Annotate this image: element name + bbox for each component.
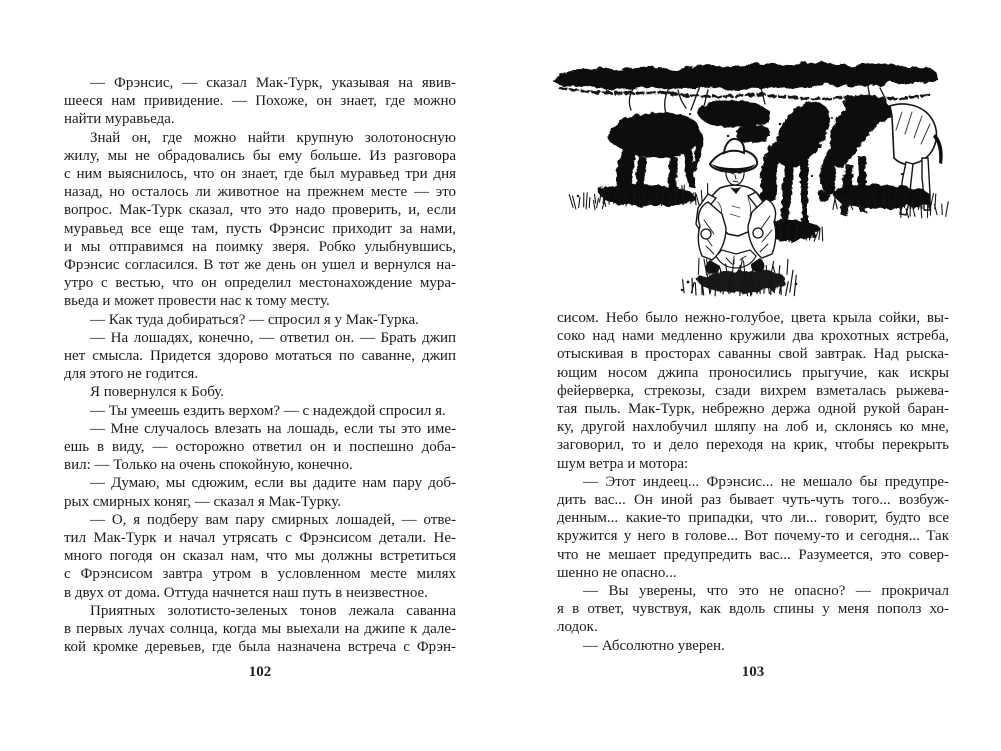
text-line: я в ответ, чувствуя, как вдоль спины у меня пополз хо- bbox=[557, 601, 949, 618]
text-line: шееся нам привидение. — Похоже, он знает, где можно bbox=[64, 93, 456, 110]
text-line: с Фрэнсисом завтра утром в условленном месте милях bbox=[64, 566, 456, 583]
text-line: шенно не опасно... bbox=[557, 564, 677, 581]
text-line: муравьед все еще там, пусть Фрэнсис приходит за нами, bbox=[64, 220, 456, 237]
text-line: — Мне случалось влезать на лошадь, если ты это име- bbox=[90, 420, 456, 437]
text-line: что не мешает предупредить вас... Разумеется, это совер- bbox=[557, 546, 949, 563]
text-line: рых смирных коняг, — сказал я Мак-Турку. bbox=[64, 493, 342, 510]
text-line: — Вы уверены, что это не опасно? — прокричал bbox=[583, 583, 949, 600]
text-line: вил: — Только на очень спокойную, конечно. bbox=[64, 457, 353, 474]
text-line: — Абсолютно уверен. bbox=[583, 637, 725, 654]
text-line: — На лошадях, конечно, — ответил он. — Брать джип bbox=[90, 329, 456, 346]
text-line: ешь в виду, — осторожно ответил он и поспешно доба- bbox=[64, 439, 456, 456]
text-line: сисом. Небо было нежно-голубое, цвета крыла сойки, вы- bbox=[557, 310, 949, 326]
text-line: лодок. bbox=[557, 619, 598, 636]
text-line: тая пыль. Мак-Турк, небрежно держа одной рукой баран- bbox=[557, 401, 949, 418]
text-line: Я повернулся к Бобу. bbox=[90, 384, 225, 401]
text-line: и мы отправимся на поимку зверя. Робко улыбнувшись, bbox=[64, 238, 456, 255]
text-line: вьеда и может провести нас к тому месту. bbox=[64, 293, 330, 310]
page-left-number: 102 bbox=[248, 664, 272, 680]
text-line: — О, я подберу вам пару смирных лошадей, — отве- bbox=[90, 511, 456, 528]
text-line: кой кромке деревьев, где была назначена встреча с Фрэн- bbox=[64, 639, 456, 656]
text-line: кружится у него в голове... Вот почему-то и сегодня... Так bbox=[557, 528, 949, 545]
text-line: Приятных золотисто-зеленых тонов лежала саванна bbox=[90, 602, 456, 619]
seated-man-illustration bbox=[696, 139, 776, 274]
text-line: в двух от дома. Оттуда начнется наш путь в неизвестное. bbox=[64, 584, 428, 601]
text-line: утро с вестью, что он определил местонахождение мура- bbox=[64, 275, 456, 292]
page-left-text bbox=[64, 74, 456, 657]
text-line: для этого не годится. bbox=[64, 366, 199, 383]
text-line: Знай он, где можно найти крупную золотоносную bbox=[90, 129, 456, 146]
text-line: фейерверка, стрекозы, сзади вихрем взметалась рыжева- bbox=[557, 382, 949, 399]
text-line: нет смысла. Придется здорово мотаться по саванне, джип bbox=[64, 348, 456, 365]
text-line: в первых лучах солнца, когда мы выехали на джипе к дале- bbox=[64, 621, 456, 638]
text-line: найти муравьеда. bbox=[64, 111, 175, 128]
text-line: дить вас... Он иной раз бывает чуть-чуть того... возбуж- bbox=[557, 492, 949, 509]
text-line: — Фрэнсис, — сказал Мак-Турк, указывая на явив- bbox=[90, 75, 456, 91]
text-line: — Этот индеец... Фрэнсис... не мешало бы предупре- bbox=[583, 473, 949, 490]
text-line: заговорил, то и дело переходя на крик, чтобы перекрыть bbox=[557, 437, 949, 454]
text-line: назад, но осталось ли животное на прежнем месте — это bbox=[64, 184, 456, 201]
text-line: ющим носом джипа проносились прыгучие, как искры bbox=[557, 364, 949, 381]
text-line: — Как туда добираться? — спросил я у Мак-Турка. bbox=[90, 311, 419, 328]
text-line: с ним выяснилось, что он знает, где был муравьед три дня bbox=[64, 166, 456, 183]
page-right-number: 103 bbox=[741, 664, 765, 680]
page-right-text bbox=[557, 309, 949, 655]
text-line: — Ты умеешь ездить верхом? — с надеждой спросил я. bbox=[90, 402, 446, 419]
text-line: вопрос. Мак-Турк сказал, что это надо проверить, и, если bbox=[64, 202, 456, 219]
illustration-horses-grazing bbox=[550, 56, 950, 298]
text-line: жилу, мы не обрадовались бы ему больше. Из разговора bbox=[64, 147, 456, 164]
text-line: много погодя он сказал нам, что мы должны встретиться bbox=[64, 548, 456, 565]
text-line: ку, другой нахлобучил шляпу на лоб и, склонясь ко мне, bbox=[557, 419, 949, 436]
text-line: Фрэнсис согласился. В тот же день он ушел и вернулся на- bbox=[64, 257, 456, 274]
text-line: денным... какие-то припадки, что ли... говорит, будто все bbox=[557, 510, 949, 527]
text-line: — Думаю, мы сдюжим, если вы дадите нам пару доб- bbox=[90, 475, 456, 492]
text-line: отыскивая в просторах саванны свой завтрак. Над рыска- bbox=[557, 346, 949, 363]
text-line: шум ветра и мотора: bbox=[557, 455, 689, 472]
text-line: тил Мак-Турк и начал утрясать с Фрэнсисом детали. Не- bbox=[64, 530, 456, 547]
text-line: соко над нами медленно кружили два крохотных ястреба, bbox=[557, 328, 949, 345]
